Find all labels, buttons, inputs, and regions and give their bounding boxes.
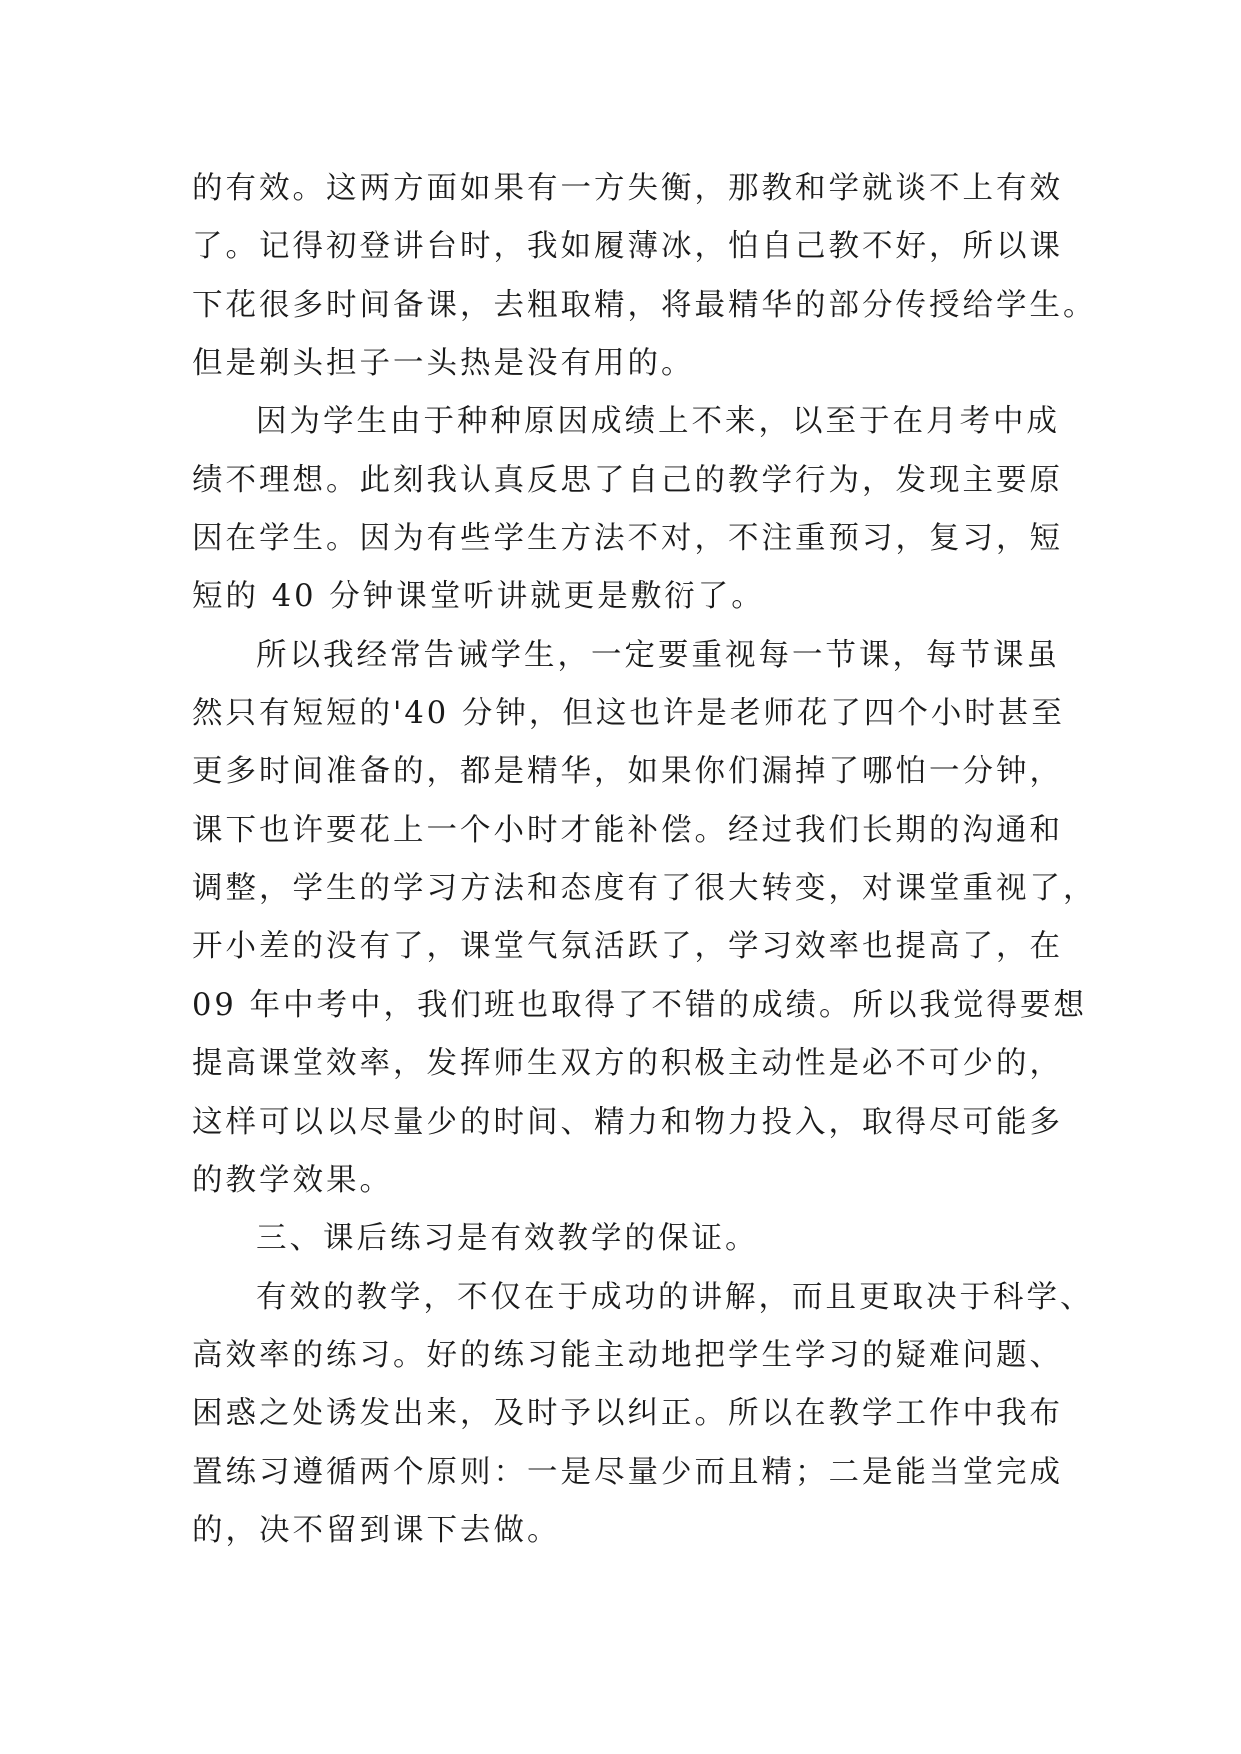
text-line: 的，决不留到课下去做。 [192, 1512, 561, 1548]
text-line: 调整，学生的学习方法和态度有了很大转变，对课堂重视了， [192, 871, 1097, 907]
text-line: 所以我经常告诫学生，一定要重视每一节课，每节课虽 [256, 637, 1060, 673]
text-line: 置练习遵循两个原则：一是尽量少而且精；二是能当堂完成 [192, 1454, 1063, 1490]
text-line: 但是剃头担子一头热是没有用的。 [192, 346, 695, 382]
text-line: 提高课堂效率，发挥师生双方的积极主动性是必不可少的， [192, 1046, 1063, 1082]
text-line: 下花很多时间备课，去粗取精，将最精华的部分传授给学生。 [192, 287, 1097, 323]
text-line: 这样可以以尽量少的时间、精力和物力投入，取得尽可能多 [192, 1104, 1063, 1140]
text-line: 然只有短短的'40 分钟，但这也许是老师花了四个小时甚至 [192, 696, 1065, 732]
text-line: 因为学生由于种种原因成绩上不来，以至于在月考中成 [256, 404, 1060, 440]
text-line: 短的 40 分钟课堂听讲就更是敷衍了。 [192, 579, 765, 615]
text-line: 了。记得初登讲台时，我如履薄冰，怕自己教不好，所以课 [192, 229, 1063, 265]
body-text [192, 160, 1097, 1560]
text-line: 的有效。这两方面如果有一方失衡，那教和学就谈不上有效 [192, 171, 1063, 206]
text-line: 课下也许要花上一个小时才能补偿。经过我们长期的沟通和 [192, 812, 1063, 848]
text-line: 三、课后练习是有效教学的保证。 [256, 1221, 759, 1257]
text-line: 开小差的没有了，课堂气氛活跃了，学习效率也提高了，在 [192, 929, 1063, 965]
text-line: 有效的教学，不仅在于成功的讲解，而且更取决于科学、 [256, 1279, 1094, 1315]
text-line: 09 年中考中，我们班也取得了不错的成绩。所以我觉得要想 [192, 987, 1088, 1023]
text-line: 困惑之处诱发出来，及时予以纠正。所以在教学工作中我布 [192, 1396, 1063, 1432]
text-line: 更多时间准备的，都是精华，如果你们漏掉了哪怕一分钟， [192, 754, 1063, 790]
text-line: 绩不理想。此刻我认真反思了自己的教学行为，发现主要原 [192, 462, 1063, 498]
text-line: 高效率的练习。好的练习能主动地把学生学习的疑难问题、 [192, 1337, 1063, 1373]
text-line: 因在学生。因为有些学生方法不对，不注重预习，复习，短 [192, 521, 1063, 557]
text-line: 的教学效果。 [192, 1162, 393, 1198]
